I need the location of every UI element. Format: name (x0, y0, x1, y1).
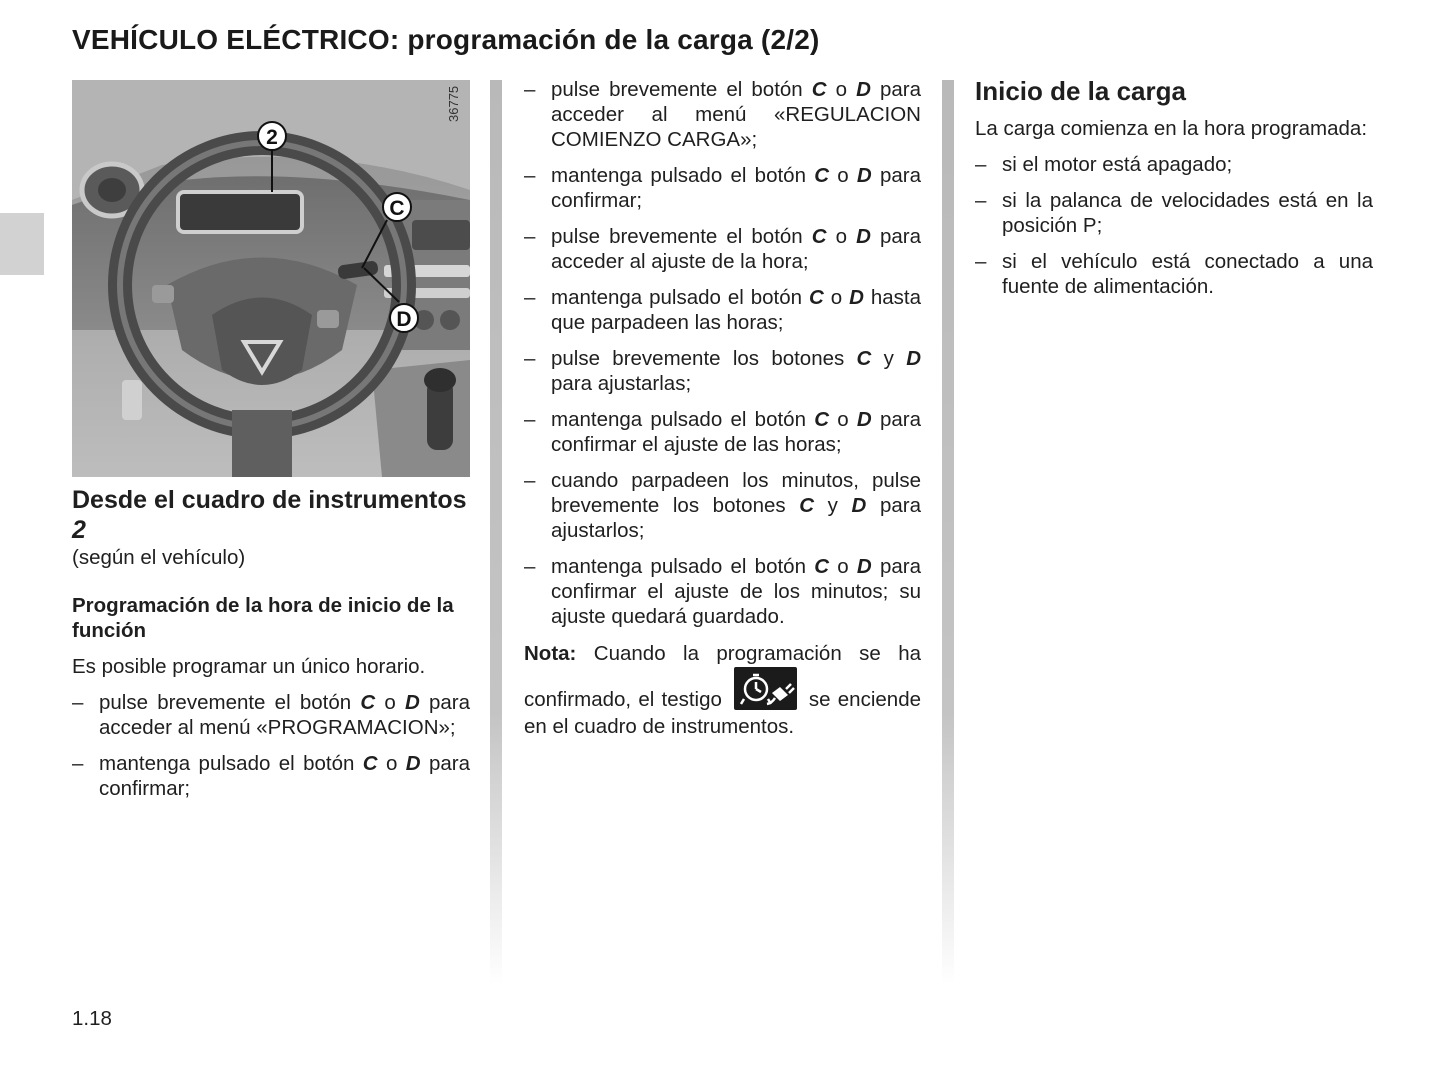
list-item: – si el motor está apagado; (975, 152, 1373, 177)
dashboard-photo (72, 80, 470, 477)
list-item: – pulse brevemente el botón C o D para acceder al menú «REGULACION COMIENZO CARGA»; (524, 77, 921, 152)
section-subheading: (según el vehículo) (72, 546, 246, 569)
section-heading (72, 485, 470, 545)
list-item: – pulse brevemente el botón C o D para acceder al menú «PROGRAMACION»; (72, 690, 470, 740)
list-item: – pulse brevemente los botones C y D para ajustarlas; (524, 346, 921, 396)
list-item: – cuando parpadeen los minutos, pulse brevemente los botones C y D para ajustarlos; (524, 468, 921, 543)
subsection-title: Programación de la hora de inicio de la función (72, 594, 454, 642)
section-heading-text: Desde el cuadro de instrumentos (72, 486, 467, 514)
column-right (975, 76, 1373, 310)
steps-list-middle (524, 77, 921, 629)
dashboard-illustration (72, 80, 470, 477)
page-title-main: VEHÍCULO ELÉCTRICO: programación de la carga (72, 24, 753, 55)
column-divider-left (490, 80, 502, 985)
charge-conditions-list (975, 152, 1373, 299)
charge-timer-warning-icon (734, 667, 797, 710)
note-paragraph: Nota: Cuando la programación se ha confirmado, el testigo se enciende en el cuadro de instrumentos. (524, 642, 921, 738)
list-item: – mantenga pulsado el botón C o D para confirmar el ajuste de los minutos; su ajuste quedará guardado. (524, 554, 921, 629)
button-d-label: D (404, 691, 420, 714)
steps-list-left (72, 690, 470, 801)
column-divider-right (942, 80, 954, 985)
page-title-part: (2/2) (760, 24, 820, 55)
callout-d: D (396, 308, 412, 331)
button-d-label: D (405, 752, 421, 775)
list-item: – si el vehículo está conectado a una fuente de alimentación. (975, 249, 1373, 299)
chapter-tab (0, 213, 44, 275)
intro-text: Es posible programar un único horario. (72, 655, 426, 678)
list-item: – mantenga pulsado el botón C o D hasta que parpadeen las horas; (524, 285, 921, 335)
list-item: – pulse brevemente el botón C o D para acceder al ajuste de la hora; (524, 224, 921, 274)
page-number: 1.18 (72, 1007, 112, 1030)
callout-2: 2 (266, 126, 278, 149)
button-c-label: C (362, 752, 378, 775)
charge-start-intro: La carga comienza en la hora programada: (975, 117, 1368, 140)
list-item: – mantenga pulsado el botón C o D para confirmar; (524, 163, 921, 213)
column-middle (524, 77, 921, 740)
section-heading-number: 2 (72, 516, 86, 544)
note-label: Nota: (524, 642, 577, 665)
list-item: – mantenga pulsado el botón C o D para confirmar; (72, 751, 470, 801)
page-title (72, 24, 820, 56)
callout-c: C (389, 197, 405, 220)
list-item: – mantenga pulsado el botón C o D para confirmar el ajuste de las horas; (524, 407, 921, 457)
list-item: – si la palanca de velocidades está en la posición P; (975, 188, 1373, 238)
column-left (72, 80, 470, 812)
figure-reference: 36775 (446, 85, 461, 122)
charge-start-heading: Inicio de la carga (975, 76, 1186, 106)
button-c-label: C (360, 691, 376, 714)
